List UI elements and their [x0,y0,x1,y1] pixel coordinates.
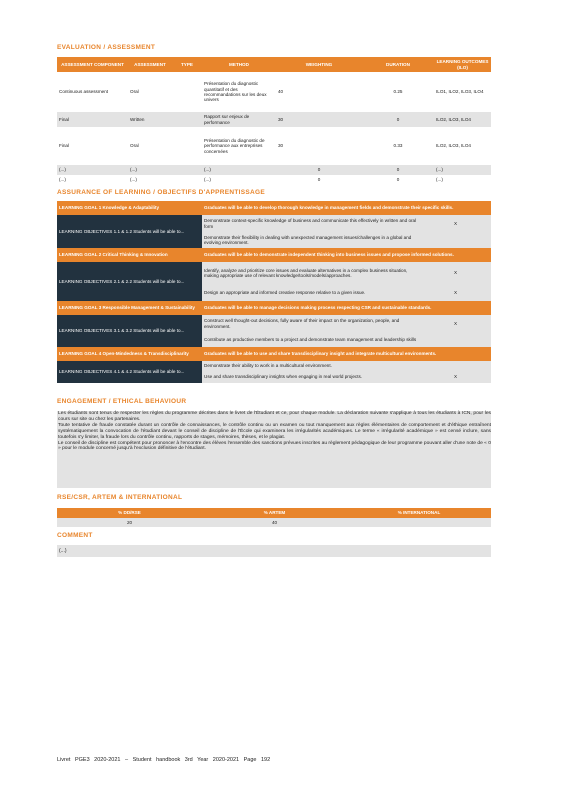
assurance-table [57,201,491,383]
learning-goal: LEARNING GOAL 3 Responsible Management & Sustainability [57,301,202,315]
engagement-paragraph: Le conseil de discipline est compétent pour prononcer à l'encontre des élèves l'ensemble des sanctions prévues inscrites au règlement pédagogique de leur programme pouvant aller d'une note de « 0 » pour le module concerné jusqu'à l'exclusion définitive de l'étudiant. [58,440,491,452]
objective-mark: X [420,284,491,301]
engagement-paragraph: Toute tentative de fraude constatée durant un contrôle de connaissances, le contrôle continu ou un examen ou tout manquement aux règles élémentaires de comportement et d'éthique entraînent systématiquement la convocation de l'étudiant devant le conseil de discipline de l'École qui examinera les irrégularités académiques. Le terme « irrégularité académique » est censé inclure, sans toutefois s'y limiter, la fraude lors du contrôle continu, rapports de stages, mémoires, thèses, et le plagiat. [58,422,491,440]
learning-objectives: LEARNING OBJECTIVES 4.1 & 4.2 Students will be able to... [57,361,202,383]
objective-mark: X [420,215,491,232]
col-weighting: WEIGHTING [276,57,362,72]
objective-row [57,361,491,370]
engagement-title: ENGAGEMENT / ETHICAL BEHAVIOUR [57,398,187,405]
learning-goal-row [57,301,491,315]
learning-objectives: LEARNING OBJECTIVES 3.1 & 3.2 Students will be able to... [57,315,202,347]
objective-mark [420,332,491,347]
col-artem: % ARTEM [202,508,347,518]
rse-title: RSE/CSR, ARTEM & INTERNATIONAL [57,494,183,501]
col-assessment: ASSESSMENT [128,57,172,72]
international-value [347,518,491,527]
col-method: METHOD [202,57,276,72]
rse-values-row [57,518,491,527]
rse-table [57,508,491,527]
learning-goal-row [57,347,491,361]
objective-mark: X [420,370,491,383]
objective-row [57,315,491,332]
comment-box: (...) [57,545,491,557]
evaluation-table [57,57,491,185]
col-assessment-component: ASSESSMENT COMPONENT [57,57,128,72]
learning-objectives: LEARNING OBJECTIVES 1.1 & 1.2 Students will be able to... [57,215,202,248]
objective-item: Construct well thought-out decisions, fully aware of their impact on the organization, people, and environment. [202,315,420,332]
learning-goal: LEARNING GOAL 2 Critical Thinking & Innovation [57,248,202,262]
assurance-title: ASSURANCE OF LEARNING / OBJECTIFS D'APPRENTISSAGE [57,189,266,196]
objective-row [57,262,491,284]
rse-value: 20 [57,518,202,527]
learning-goal: LEARNING GOAL 1 Knowledge & Adaptability [57,201,202,215]
table-row: Continuous assessment Oral Présentation du diagnostic quantitatif et des recommandations sur les deux univers 40 0.25 ILO1, ILO2, ILO3, ILO4 [57,72,491,112]
rse-header-row [57,508,491,518]
learning-objectives: LEARNING OBJECTIVES 2.1 & 2.2 Students will be able to... [57,262,202,301]
table-row: (...) (...) (...) 0 0 (...) [57,175,491,185]
col-type: TYPE [172,57,202,72]
table-row: Final Written Rapport sur enjeux de performance 30 0 ILO2, ILO3, ILO4 [57,112,491,127]
objective-item: Identify, analyze and prioritize core issues and evaluate alternatives in a complex business situation, making appropriate use of relevant knowledge/tools/models/approaches. [202,262,420,284]
engagement-text-box [57,411,491,488]
objective-row [57,215,491,232]
learning-goal-text: Graduates will be able to develop thorough knowledge in management fields and demonstrate their specific skills. [202,201,491,215]
learning-goal: LEARNING GOAL 4 Open-Mindedness & Transdisciplinarity [57,347,202,361]
objective-item: Contribute as productive members to a project and demonstrate team management and leadership skills [202,332,420,347]
col-dd-rse: % DD/RSE [57,508,202,518]
learning-goal-row [57,248,491,262]
objective-item: Use and share transdisciplinary insights when engaging in real world projects. [202,370,420,383]
objective-item: Demonstrate context-specific knowledge of business and communicate this effectively in written and oral form [202,215,420,232]
evaluation-title: EVALUATION / ASSESSMENT [57,44,156,51]
col-duration: DURATION [362,57,434,72]
objective-mark: X [420,262,491,284]
comment-title: COMMENT [57,532,93,539]
objective-mark [420,361,491,370]
learning-goal-text: Graduates will be able to manage decisions making process respecting CSR and sustainable standards. [202,301,491,315]
learning-goal-text: Graduates will be able to demonstrate independent thinking into business issues and propose informed solutions. [202,248,491,262]
engagement-paragraph: Les étudiants sont tenus de respecter les règles du programme décrites dans le livret de l'Étudiant et ce, pour chaque module. La déclaration suivante s'applique à tous les étudiants à ICN, pour les cours sur site ou chez les partenaires. [58,411,491,422]
evaluation-header-row [57,57,491,72]
col-learning-outcomes: LEARNING OUTCOMES (ILO) [434,57,491,72]
page-footer: Livret PGE3 2020-2021 – Student handbook 3rd Year 2020-2021 Page 192 [57,757,271,763]
objective-mark: X [420,315,491,332]
learning-goal-row [57,201,491,215]
artem-value: 40 [202,518,347,527]
col-international: % INTERNATIONAL [347,508,491,518]
objective-item: Demonstrate their ability to work in a multicultural environment. [202,361,420,370]
objective-mark [420,232,491,248]
objective-item: Design an appropriate and informed creative response relative to a given issue. [202,284,420,301]
objective-item: Demonstrate their flexibility in dealing with unexpected management issues/challenges in a global and evolving environment. [202,232,420,248]
table-row: Final Oral Présentation du diagnostic de performance aux entreprises concernées 30 0.33 ILO2, ILO3, ILO4 [57,127,491,165]
learning-goal-text: Graduates will be able to use and share transdisciplinary insight and integrate multicultural environments. [202,347,491,361]
table-row: (...) (...) (...) 0 0 (...) [57,165,491,175]
